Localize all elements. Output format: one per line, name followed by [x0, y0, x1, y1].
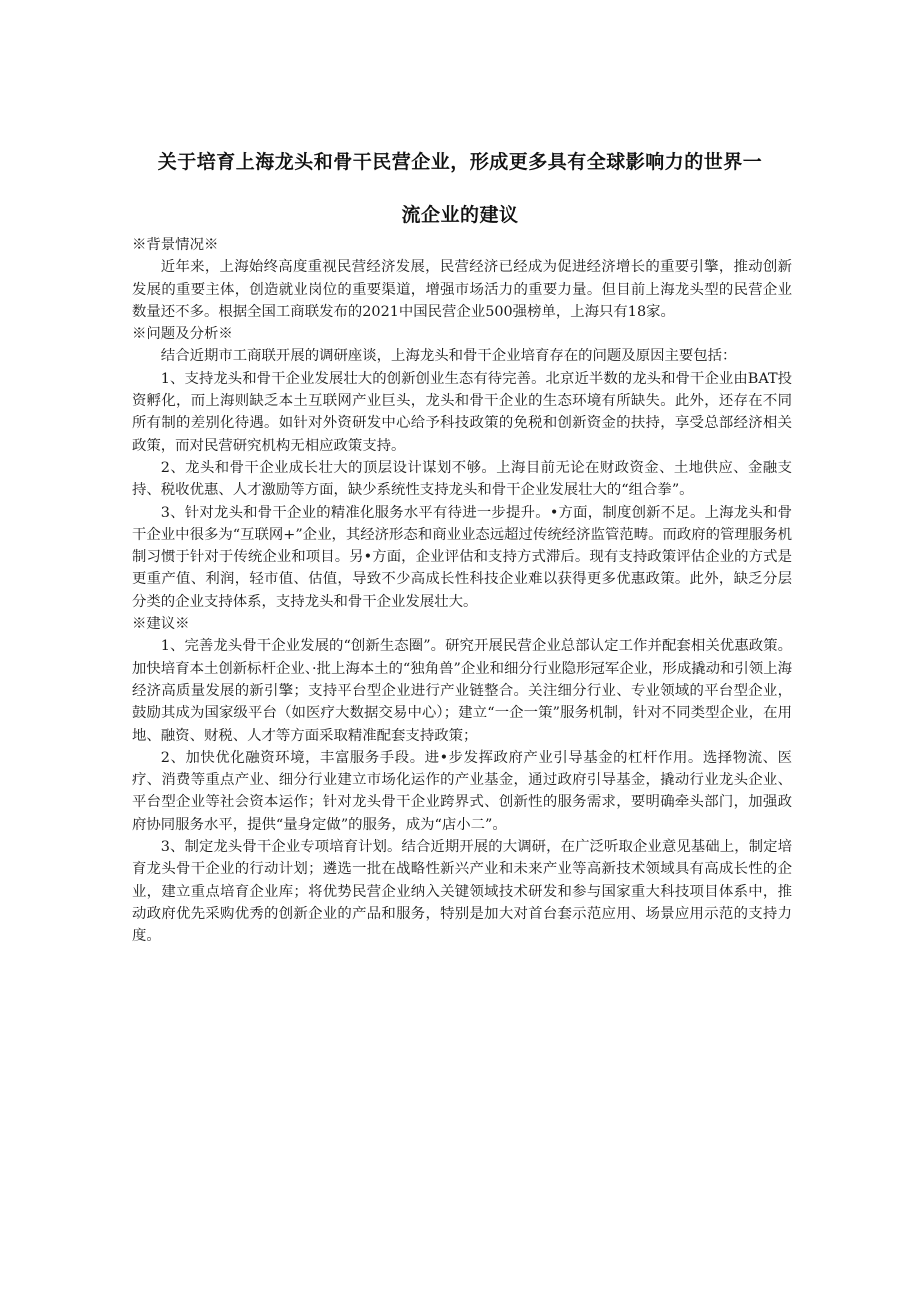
section-heading-problems: ※问题及分析※ [132, 326, 233, 343]
section-heading-suggestions: ※建议※ [132, 616, 190, 633]
paragraph-suggestion-1: 1、完善龙头骨干企业发展的“创新生态圈”。研究开展民营企业总部认定工作并配套相关优惠政策。加快培育本土创新标杆企业、·批上海本土的“独角兽”企业和细分行业隐形冠军企业，形成撬动和引领上海经济高质量发展的新引擎；支持平台型企业进行产业链整合。关注细分行业、专业领域的平台型企业，鼓励其成为国家级平台（如医疗大数据交易中心）；建立“一企一策”服务机制，针对不同类型企业，在用地、融资、财税、人才等方面采取精准配套支持政策； [132, 638, 792, 744]
document-title-line-1: 关于培育上海龙头和骨干民营企业，形成更多具有全球影响力的世界一 [157, 151, 763, 173]
paragraph-background-1: 近年来，上海始终高度重视民营经济发展，民营经济已经成为促进经济增长的重要引擎，推动创新发展的重要主体，创造就业岗位的重要渠道，增强市场活力的重要力量。但目前上海龙头型的民营企业数量还不多。根据全国工商联发布的2021中国民营企业500强榜单，上海只有18家。 [132, 259, 792, 320]
paragraph-problems-intro: 结合近期市工商联开展的调研座谈，上海龙头和骨干企业培育存在的问题及原因主要包括： [160, 348, 737, 365]
paragraph-problem-2: 2、龙头和骨干企业成长壮大的顶层设计谋划不够。上海目前无论在财政资金、土地供应、金融支持、税收优惠、人才激励等方面，缺少系统性支持龙头和骨干企业发展壮大的“组合拳”。 [132, 459, 792, 499]
document-body [132, 234, 792, 948]
paragraph-problem-3: 3、针对龙头和骨干企业的精准化服务水平有待进一步提升。•方面，制度创新不足。上海龙头和骨干企业中很多为“互联网+”企业，其经济形态和商业业态远超过传统经济监管范畴。而政府的管理服务机制习惯于针对于传统企业和项目。另•方面，企业评估和支持方式滞后。现有支持政策评估企业的方式是更重产值、利润，轻市值、估值，导致不少高成长性科技企业难以获得更多优惠政策。此外，缺乏分层分类的企业支持体系，支持龙头和骨干企业发展壮大。 [132, 504, 792, 610]
document-title-line-2: 流企业的建议 [401, 204, 519, 226]
section-heading-background: ※背景情况※ [132, 237, 219, 253]
paragraph-suggestion-3: 3、制定龙头骨干企业专项培育计划。结合近期开展的大调研，在广泛听取企业意见基础上，制定培育龙头骨干企业的行动计划；遴选一批在战略性新兴产业和未来产业等高新技术领域具有高成长性的企业，建立重点培育企业库；将优势民营企业纳入关键领域技术研发和参与国家重大科技项目体系中，推动政府优先采购优秀的创新企业的产品和服务，特别是加大对首台套示范应用、场景应用示范的支持力度。 [132, 839, 792, 945]
paragraph-problem-1: 1、支持龙头和骨干企业发展壮大的创新创业生态有待完善。北京近半数的龙头和骨干企业由BAT投资孵化，而上海则缺乏本土互联网产业巨头，龙头和骨干企业的生态环境有所缺失。此外，还存在不同所有制的差别化待遇。如针对外资研发中心给予科技政策的免税和创新资金的扶持，享受总部经济相关政策，而对民营研究机构无相应政策支持。 [132, 370, 792, 454]
paragraph-suggestion-2: 2、加快优化融资环境，丰富服务手段。进•步发挥政府产业引导基金的杠杆作用。选择物流、医疗、消费等重点产业、细分行业建立市场化运作的产业基金，通过政府引导基金，撬动行业龙头企业、平台型企业等社会资本运作；针对龙头骨干企业跨界式、创新性的服务需求，要明确牵头部门，加强政府协同服务水平，提供“量身定做”的服务，成为“店小二”。 [132, 749, 792, 833]
